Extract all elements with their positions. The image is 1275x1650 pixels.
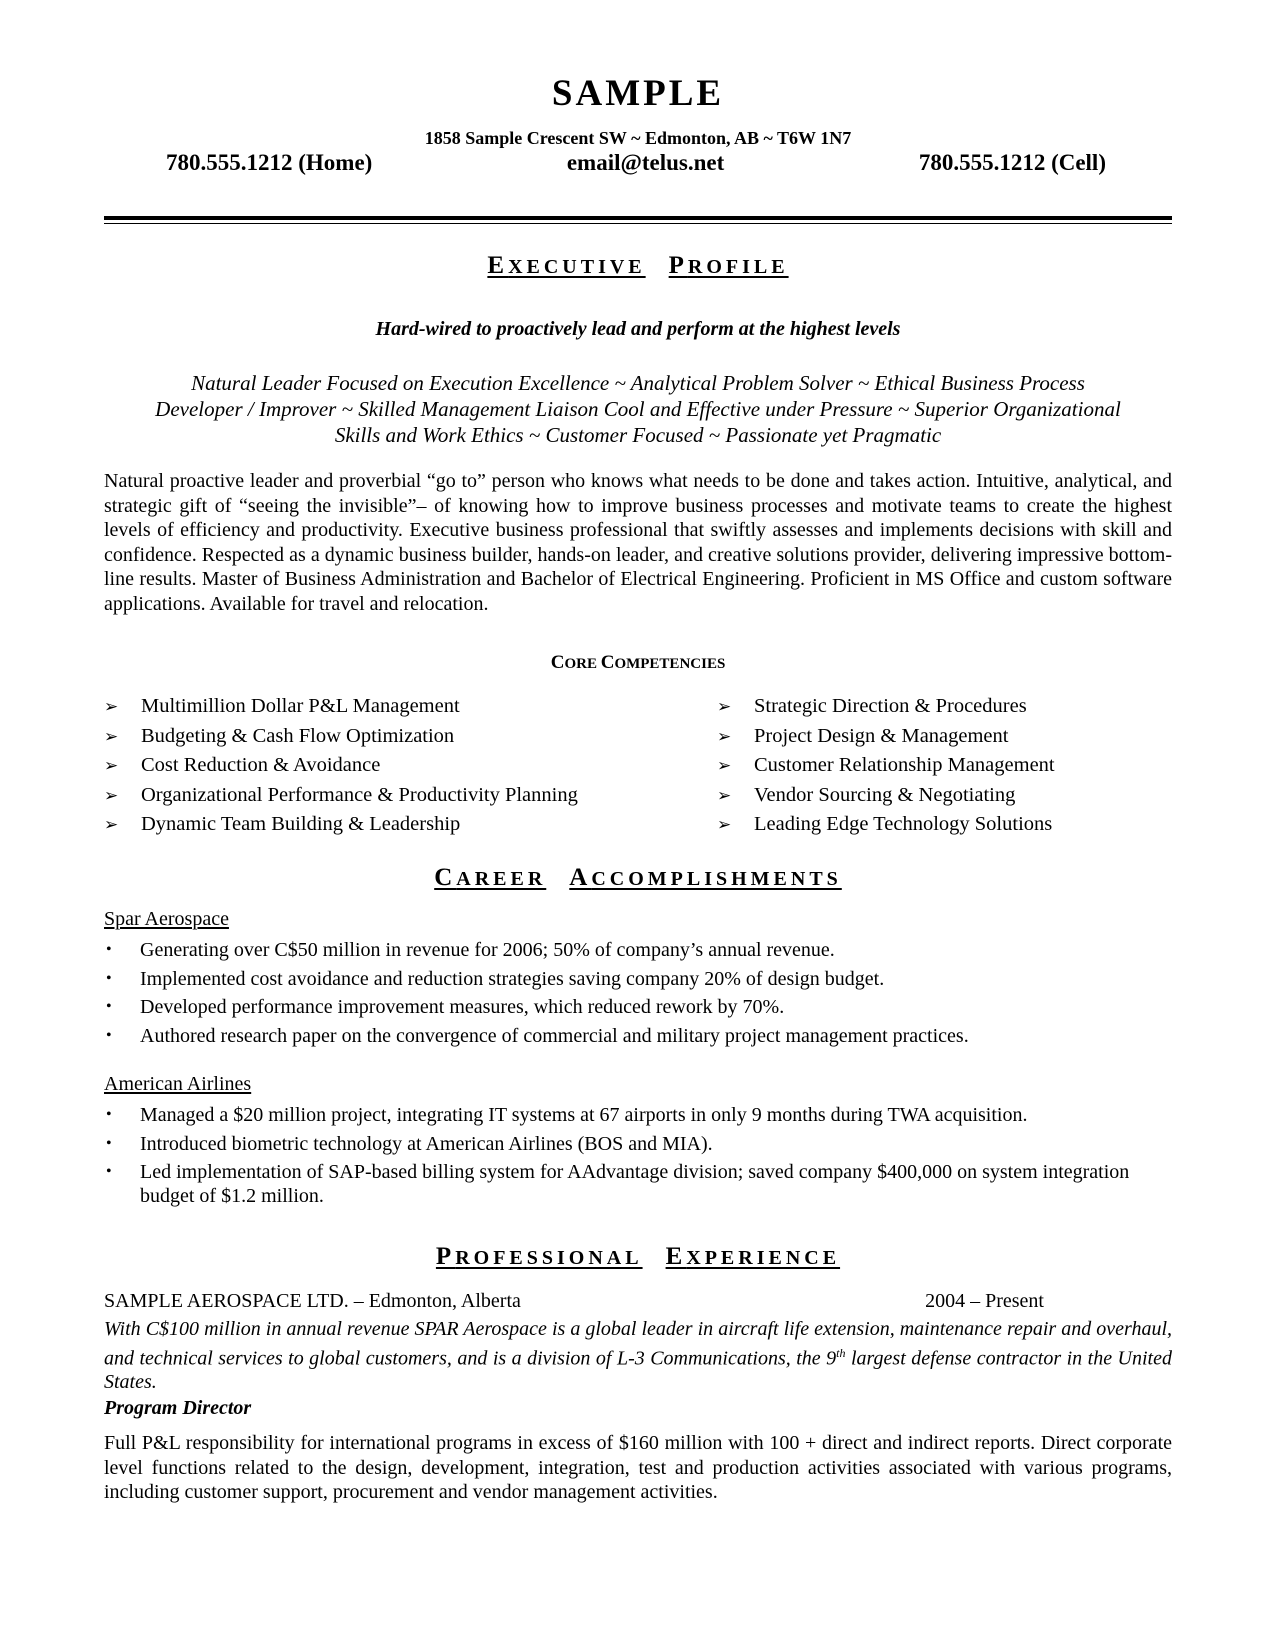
competency-item-text: Dynamic Team Building & Leadership [141,813,461,835]
bullet-icon: • [106,1163,112,1180]
competency-item-text: Vendor Sourcing & Negotiating [754,783,1016,806]
contact-row [166,150,1106,176]
bullet-icon: ➢ [717,785,732,805]
profile-tagline: Hard-wired to proactively lead and perform at the highest levels [375,318,901,340]
job-header [104,1290,1044,1313]
competency-item [104,722,578,752]
bullet-icon: ➢ [104,726,119,746]
company-name: SAMPLE AEROSPACE LTD. – Edmonton, Alberta [104,1290,521,1312]
accomplishment-item-text: Implemented cost avoidance and reduction strategies saving company 20% of design budget. [140,967,885,990]
competency-item-text: Budgeting & Cash Flow Optimization [141,724,455,747]
accomplishment-list [104,936,1172,1050]
competency-item [104,781,578,811]
bullet-icon: ➢ [717,815,732,834]
accomplishment-list [104,1101,1172,1208]
core-competencies-heading: CORE COMPETENCIES [550,652,726,673]
accomplishment-item-text: Introduced biometric technology at American Airlines (BOS and MIA). [140,1132,713,1155]
competencies-right-list [717,692,1055,840]
competency-item [717,810,1055,840]
employer-name: American Airlines [104,1073,252,1095]
executive-profile-heading: EXECUTIVE PROFILE [487,252,789,279]
professional-experience-heading: PROFESSIONAL EXPERIENCE [435,1243,841,1270]
competency-item-text: Cost Reduction & Avoidance [141,754,381,776]
accomplishment-item-text: Generating over C$50 million in revenue for 2006; 50% of company’s annual revenue. [140,939,835,961]
accomplishment-item [104,936,1172,965]
competency-item [104,810,578,840]
competency-item-text: Strategic Direction & Procedures [754,695,1027,717]
bullet-icon: • [106,998,112,1015]
competency-item-text: Project Design & Management [754,724,1009,747]
competency-item-text: Multimillion Dollar P&L Management [141,695,460,717]
email-address: email@telus.net [566,150,725,175]
bullet-icon: ➢ [104,756,119,775]
bullet-icon: • [106,1134,112,1152]
accomplishment-item [104,1101,1172,1130]
bullet-icon: ➢ [717,697,732,716]
accomplishment-item [104,1022,1172,1051]
competency-item [104,692,578,722]
accomplishment-item-text: Authored research paper on the convergence of commercial and military project management practices. [140,1024,969,1047]
bullet-icon: • [106,1106,112,1123]
job-dates: 2004 – Present [925,1290,1044,1312]
bullet-icon: ➢ [104,815,119,834]
address-line: 1858 Sample Crescent SW ~ Edmonton, AB ~ T6W 1N7 [424,128,852,148]
competency-item-text: Leading Edge Technology Solutions [754,813,1053,835]
bullet-icon: • [106,941,112,958]
bullet-icon: ➢ [717,726,732,746]
role-title: Program Director [104,1397,252,1419]
home-phone: 780.555.1212 (Home) [166,150,373,175]
bullet-icon: ➢ [717,756,732,775]
accomplishment-item [104,1130,1172,1159]
header-divider-thick [104,216,1172,220]
bullet-icon: ➢ [104,785,119,805]
company-description: With C$100 million in annual revenue SPAR Aerospace is a global leader in aircraft life extension, maintenance repair and overhaul, and technical services to global customers, and is a division of L-3 Communications, the 9th largest defense contractor in the United States. [104,1318,1172,1393]
bullet-icon: ➢ [104,697,119,716]
cell-phone: 780.555.1212 (Cell) [918,150,1106,175]
competency-item-text: Customer Relationship Management [754,754,1055,776]
accomplishment-item-text: Led implementation of SAP-based billing system for AAdvantage division; saved company $400,000 on system integration budget of $1.2 million. [140,1161,1130,1207]
profile-summary: Natural proactive leader and proverbial “go to” person who knows what needs to be done and takes action. Intuitive, analytical, and strategic gift of “seeing the invisible”– of knowing how to improve business processes and motivate teams to create the highest levels of efficiency and productivity. Executive business professional that swiftly assesses and implements decisions with skill and confidence. Respected as a dynamic business builder, hands-on leader, and creative solutions provider, delivering impressive bottom-line results. Master of Business Administration and Bachelor of Electrical Engineering. Proficient in MS Office and custom software applications. Available for travel and relocation. [104,470,1172,615]
competency-item [717,722,1055,752]
role-description: Full P&L responsibility for international programs in excess of $160 million with 100 + direct and indirect reports. Direct corporate level functions related to the design, development, integration, test and production activities associated with various programs, including customer support, procurement and vendor management activities. [104,1432,1172,1503]
bullet-icon: • [106,1026,112,1044]
accomplishment-item [104,965,1172,994]
competency-item [104,751,578,781]
employer-name: Spar Aerospace [104,908,229,930]
accomplishment-item [104,993,1172,1022]
accomplishment-item-text: Developed performance improvement measures, which reduced rework by 70%. [140,996,785,1018]
competencies-left-list [104,692,578,840]
competency-item [717,751,1055,781]
accomplishment-item [104,1160,1172,1208]
competency-item [717,692,1055,722]
career-accomplishments-heading: CAREER ACCOMPLISHMENTS [434,864,842,891]
profile-qualities: Natural Leader Focused on Execution Excellence ~ Analytical Problem Solver ~ Ethical Business Process Developer / Improver ~ Skilled Management Liaison Cool and Effective under Pressure ~ Superior Organizational Skills and Work Ethics ~ Customer Focused ~ Passionate yet Pragmatic [155,371,1121,447]
competency-item [717,781,1055,811]
competency-item-text: Organizational Performance & Productivity Planning [141,783,578,806]
candidate-name: SAMPLE [551,73,725,114]
accomplishment-item-text: Managed a $20 million project, integrating IT systems at 67 airports in only 9 months during TWA acquisition. [140,1104,1028,1126]
header-divider-thin [104,223,1172,224]
bullet-icon: • [106,969,112,987]
